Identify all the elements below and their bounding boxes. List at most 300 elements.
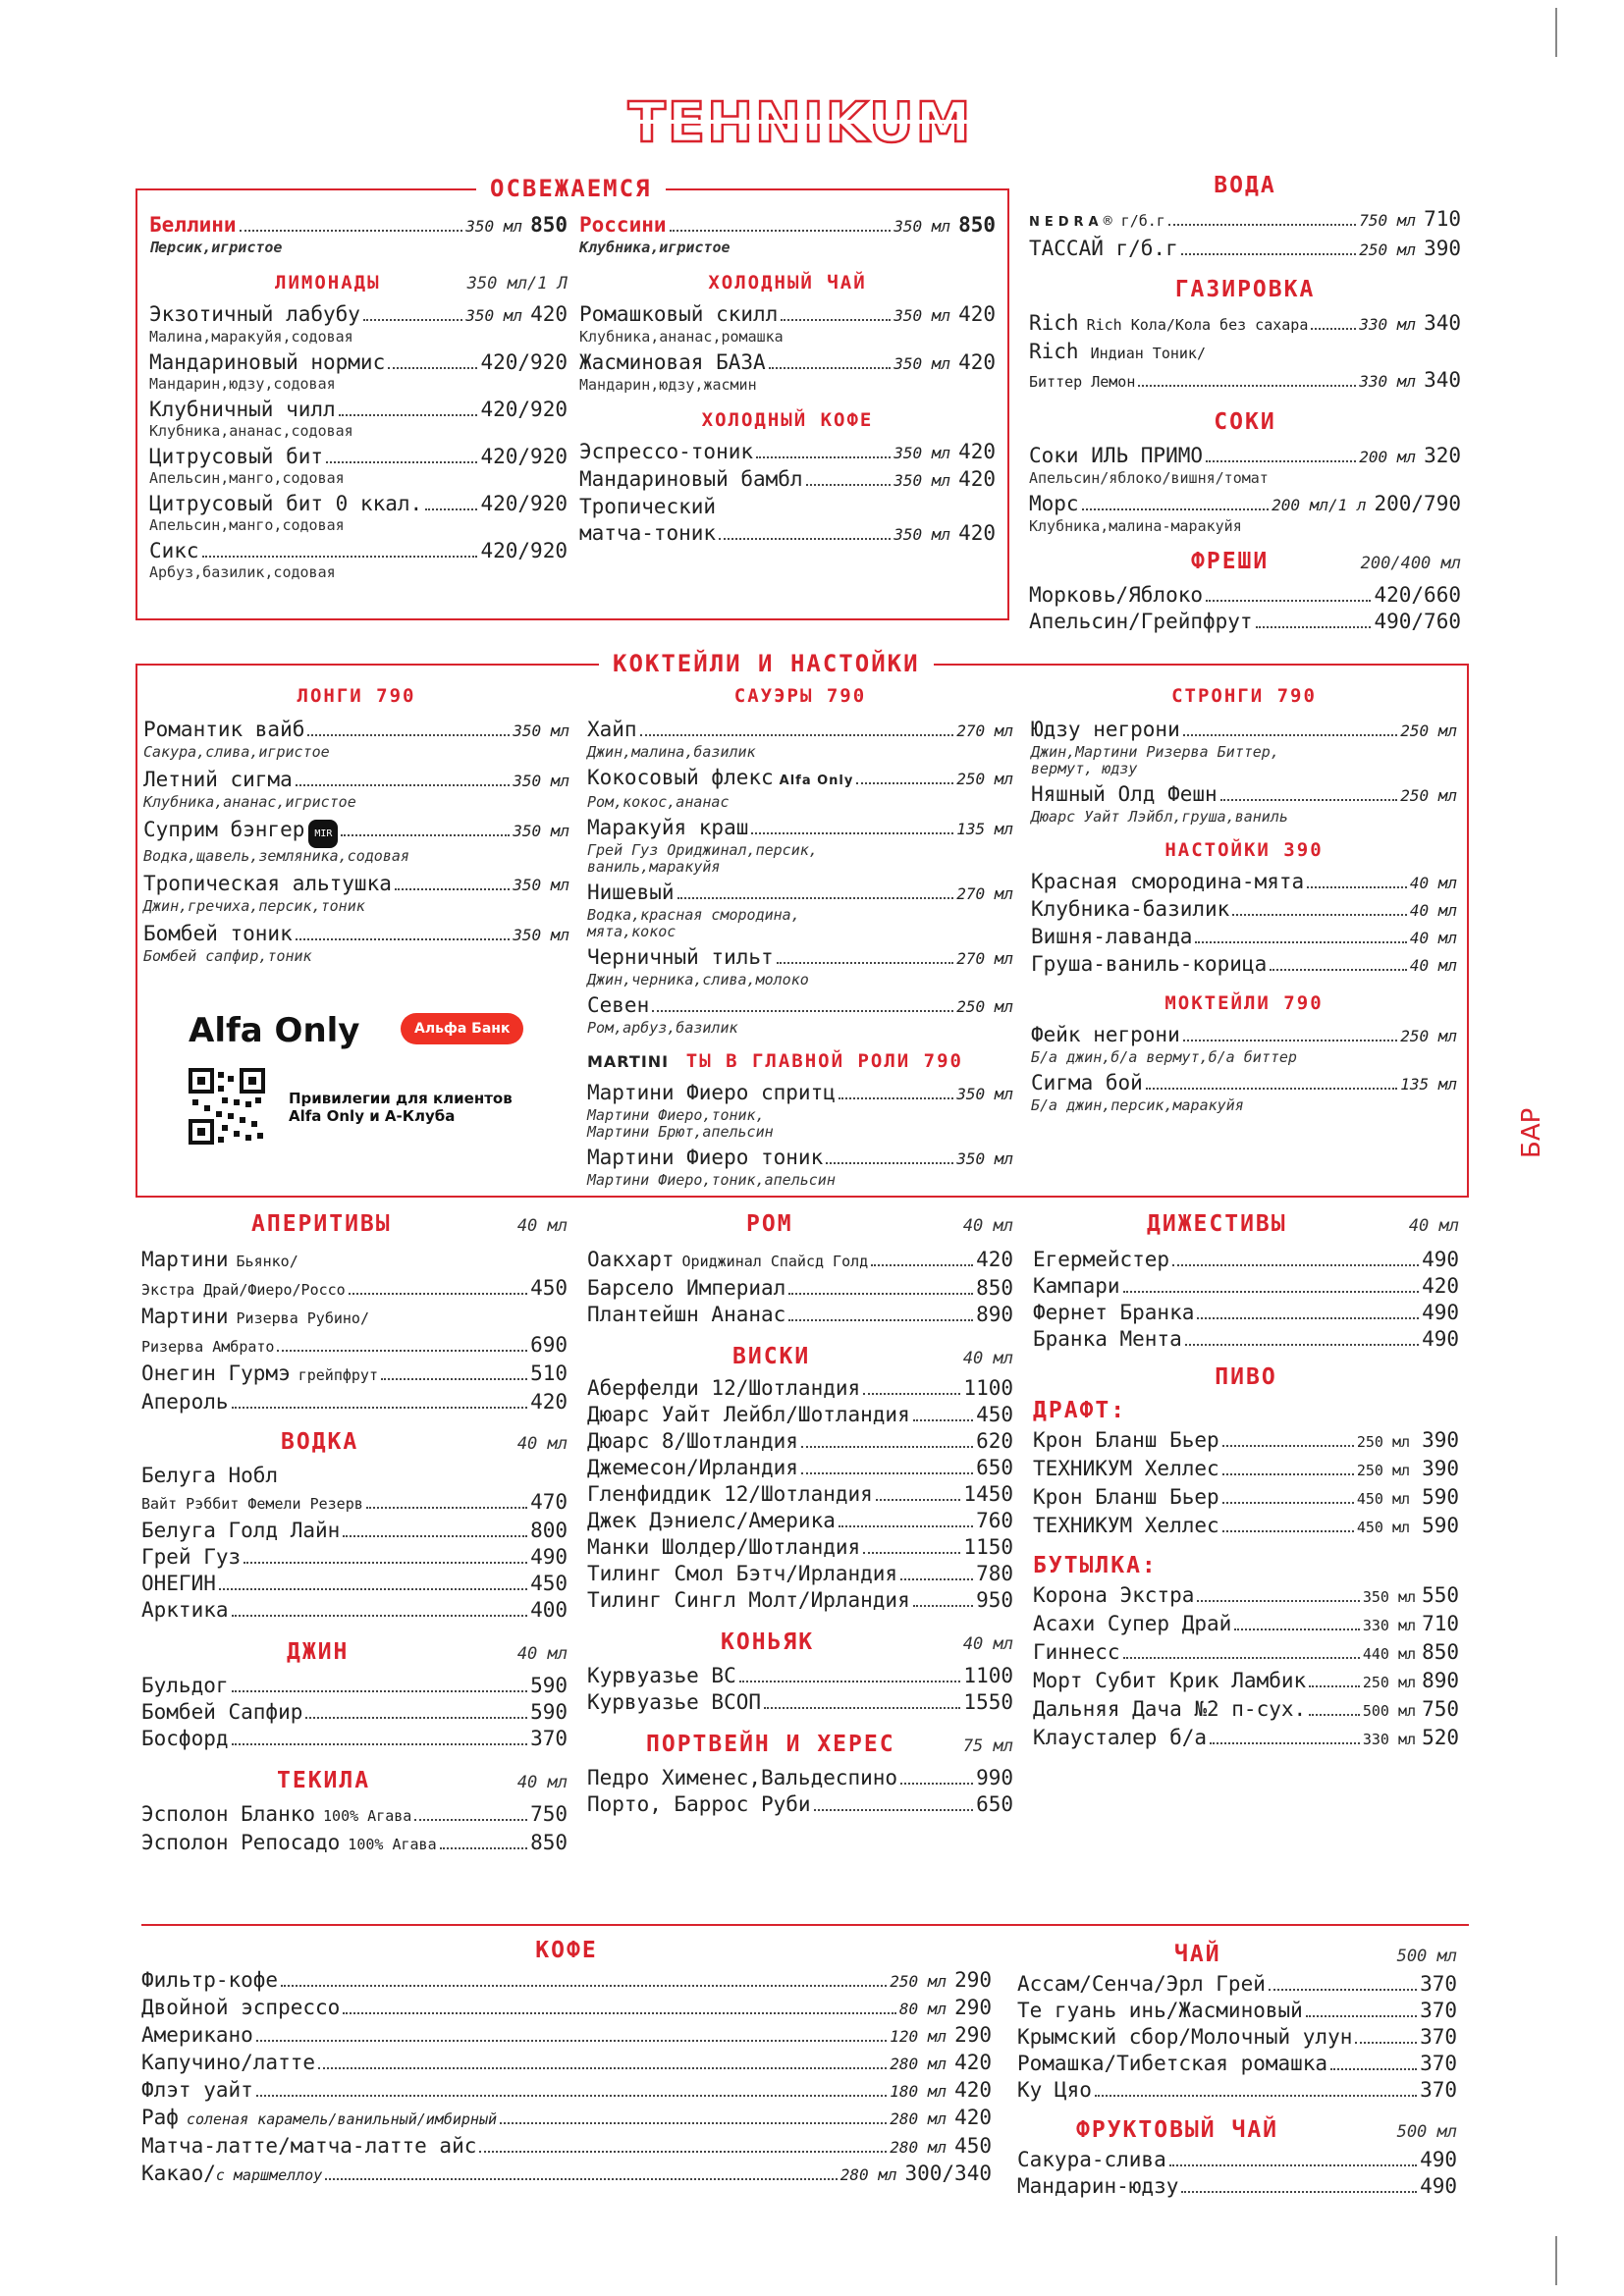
item-price: 400 — [530, 1598, 568, 1622]
juice-row — [1029, 491, 1461, 518]
tequila-row — [141, 1801, 568, 1830]
item-price: 420 — [958, 521, 996, 545]
longs-row — [143, 817, 569, 848]
item-name: Хайп — [587, 718, 637, 741]
item-name: Мартини — [141, 1248, 229, 1271]
item-price: 590 — [530, 1700, 568, 1724]
item-price: 650 — [976, 1456, 1013, 1479]
item-price: 420 — [530, 302, 568, 326]
port-row — [587, 1765, 1013, 1791]
item-desc: Арбуз,базилик,содовая — [149, 563, 336, 581]
svg-text:TEHNIKUM: TEHNIKUM — [627, 91, 973, 153]
item-desc: Водка,щавель,земляника,содовая — [143, 847, 409, 865]
item-price: 390 — [1422, 1428, 1459, 1452]
item-name: Асахи Супер Драй — [1033, 1612, 1232, 1635]
alfa-only-badge: Alfa Only — [779, 774, 854, 788]
tehnikum-logo — [609, 90, 992, 153]
item-price: 850 — [976, 1276, 1013, 1300]
item-price: 420/920 — [480, 539, 568, 562]
lemonades-header — [149, 272, 568, 294]
tea-volume: 500 мл — [1396, 1947, 1457, 1966]
item-price: 420 — [954, 2106, 992, 2129]
soda-row — [1029, 367, 1461, 396]
item-price: 420 — [530, 1390, 568, 1414]
item-name: Экзотичный лабубу — [149, 302, 360, 326]
item-volume: 180 мл — [890, 2082, 947, 2101]
item-note: грейпфрут — [298, 1366, 378, 1384]
lemonade-row — [149, 397, 568, 423]
item-note: 100% Агава — [323, 1807, 412, 1825]
side-label-bar: БАР — [1517, 1107, 1546, 1158]
item-volume: 200 мл/1 л — [1272, 496, 1367, 514]
item-volume: 250 мл — [956, 770, 1013, 788]
item-volume: 350 мл — [513, 721, 569, 740]
rum-row — [587, 1302, 1013, 1328]
item-volume: 250 мл — [1362, 1674, 1417, 1691]
sours-row — [587, 880, 1013, 907]
item-name: Кампари — [1033, 1274, 1120, 1298]
lemonades-volume: 350 мл/1 Л — [466, 274, 568, 294]
mocktail-row — [1031, 1070, 1457, 1097]
aperitif-row — [141, 1332, 568, 1361]
item-name: Мандариновый бамбл — [579, 467, 803, 491]
item-volume: 330 мл — [1362, 1731, 1417, 1748]
item-price: 300/340 — [904, 2162, 992, 2185]
tincture-row — [1031, 869, 1457, 896]
fruit-tea-row — [1017, 2147, 1457, 2173]
soda-row — [1029, 339, 1461, 367]
item-name: Нишевый — [587, 881, 675, 904]
whisky-title: ВИСКИ — [732, 1344, 811, 1369]
port-title: ПОРТВЕЙН И ХЕРЕС — [646, 1732, 895, 1757]
item-volume: 750 мл — [1359, 211, 1417, 230]
whisky-row — [587, 1508, 1013, 1534]
item-name: Фейк негрони — [1031, 1023, 1180, 1046]
item-price: 290 — [954, 1968, 992, 1992]
item-name: Мандариновый нормис — [149, 350, 386, 374]
alfa-promo — [189, 1003, 542, 1160]
digestif-row — [1033, 1273, 1459, 1300]
cognac-row — [587, 1689, 1013, 1716]
aperitifs-header — [141, 1211, 568, 1237]
coffee-row — [141, 2022, 992, 2050]
item-name: Бульдог — [141, 1674, 229, 1697]
item-volume: 135 мл — [1400, 1075, 1457, 1094]
item-name: Американо — [141, 2023, 253, 2047]
edge-mark-bottom — [1555, 2236, 1557, 2285]
whisky-volume: 40 мл — [962, 1349, 1013, 1368]
item-price: 520 — [1422, 1726, 1459, 1749]
tea-row — [1017, 1998, 1457, 2024]
tea-header — [1017, 1942, 1457, 1967]
item-name: Педро Хименес,Вальдеспино — [587, 1766, 898, 1789]
item-name-line2: Экстра Драй/Фиеро/Россо — [141, 1281, 346, 1299]
item-price: 420 — [976, 1248, 1013, 1271]
spirits-middle-col — [587, 1211, 1013, 1818]
item-price: 450 — [954, 2134, 992, 2158]
vodka-row — [141, 1571, 568, 1597]
item-volume: 280 мл — [890, 2055, 947, 2073]
item-name: Бранка Мента — [1033, 1327, 1182, 1351]
item-name: Черничный тильт — [587, 945, 774, 969]
bottle-row — [1033, 1696, 1459, 1725]
item-name: Крон Бланш Бьер — [1033, 1428, 1219, 1452]
item-desc: Сакура,слива,игристое — [143, 743, 330, 761]
cognac-header — [587, 1629, 1013, 1655]
item-desc: Малина,маракуйя,содовая — [149, 328, 353, 346]
item-desc: Джин,Мартини Ризерва Биттер, — [1031, 743, 1279, 761]
item-volume: 250 мл — [1400, 1027, 1457, 1045]
tinctures-title: НАСТОЙКИ 390 — [1164, 839, 1324, 861]
water-row — [1029, 236, 1461, 263]
cognac-title: КОНЬЯК — [721, 1629, 815, 1655]
item-price: 950 — [976, 1588, 1013, 1612]
item-price: 390 — [1424, 237, 1461, 260]
item-name: Грей Гуз — [141, 1545, 242, 1569]
item-volume: 350 мл — [513, 772, 569, 790]
item-name: Юдзу негрони — [1031, 718, 1180, 741]
item-name: Те гуань инь/Жасминовый — [1017, 1999, 1303, 2022]
item-price: 780 — [976, 1562, 1013, 1585]
item-price: 420/920 — [480, 350, 568, 374]
item-name: Плантейшн Ананас — [587, 1303, 786, 1326]
vodka-row — [141, 1489, 568, 1518]
aperitif-row — [141, 1275, 568, 1304]
cognac-volume: 40 мл — [962, 1634, 1013, 1654]
item-volume: 350 мл — [893, 471, 951, 490]
item-name: Апельсин/Грейпфрут — [1029, 610, 1253, 633]
item-desc: мята,кокос — [587, 923, 677, 940]
item-name: Гленфиддик 12/Шотландия — [587, 1482, 873, 1506]
fresh-volume: 200/400 мл — [1360, 554, 1461, 573]
item-price: 420/920 — [480, 445, 568, 468]
item-volume: 330 мл — [1359, 372, 1417, 391]
strongs-row — [1031, 781, 1457, 809]
mocktail-row — [1031, 1022, 1457, 1049]
tea-col — [1017, 1942, 1457, 2200]
item-volume: 350 мл — [513, 876, 569, 894]
item-price: 420 — [1422, 1274, 1459, 1298]
item-price: 490/760 — [1374, 610, 1461, 633]
item-name: ТЕХНИКУМ Хеллес — [1033, 1514, 1219, 1537]
whisky-row — [587, 1481, 1013, 1508]
bellini-volume: 350 мл — [465, 217, 523, 236]
cold-coffee-row — [579, 494, 996, 520]
item-desc: Апельсин,манго,содовая — [149, 516, 345, 534]
draft-row — [1033, 1427, 1459, 1456]
tea-title: ЧАЙ — [1174, 1942, 1221, 1967]
item-price: 1100 — [963, 1376, 1013, 1400]
item-name: Дальняя Дача №2 п-сух. — [1033, 1697, 1307, 1721]
tea-row — [1017, 2051, 1457, 2077]
item-name: Морс — [1029, 492, 1079, 515]
gin-row — [141, 1699, 568, 1726]
item-desc: Водка,красная смородина, — [587, 906, 800, 924]
item-price: 450 — [530, 1572, 568, 1595]
fruit-tea-title: ФРУКТОВЫЙ ЧАЙ — [1076, 2117, 1279, 2143]
digestifs-title: ДИЖЕСТИВЫ — [1147, 1211, 1287, 1237]
item-name: Няшный Олд Фешн — [1031, 782, 1218, 806]
item-name: ТАССАЙ г/б.г — [1029, 237, 1178, 260]
item-name: Дюарс Уайт Лейбл/Шотландия — [587, 1403, 910, 1426]
item-price: 590 — [1422, 1485, 1459, 1509]
fruit-tea-header — [1017, 2117, 1457, 2143]
item-price: 1100 — [963, 1664, 1013, 1687]
bellini-desc: Персик,игристое — [149, 239, 283, 256]
item-name: Жасминовая БАЗА — [579, 350, 766, 374]
vodka-row — [141, 1518, 568, 1544]
martini-header — [587, 1050, 1013, 1072]
item-volume: 450 мл — [1356, 1490, 1411, 1508]
cold-coffee-row — [579, 520, 996, 548]
item-price: 550 — [1422, 1583, 1459, 1607]
cold-tea-header — [579, 272, 996, 294]
aperitif-row — [141, 1389, 568, 1415]
item-price: 420/920 — [480, 398, 568, 421]
item-note: соленая карамель/ванильный/имбирный — [186, 2110, 498, 2128]
item-name: Бомбей Сапфир — [141, 1700, 303, 1724]
item-price: 420 — [954, 2078, 992, 2102]
item-name: Мартини — [141, 1305, 229, 1328]
item-name: Тилинг Сингл Молт/Ирландия — [587, 1588, 910, 1612]
item-price: 590 — [1422, 1514, 1459, 1537]
item-desc: Мартини Фиеро,тоник,апельсин — [587, 1171, 836, 1189]
item-price: 490 — [1420, 2174, 1457, 2198]
bellini-name: Беллини — [149, 213, 237, 237]
item-price: 340 — [1424, 368, 1461, 392]
item-volume: 250 мл — [890, 1972, 947, 1991]
strongs-row — [1031, 717, 1457, 744]
item-name: Клаусталер б/а — [1033, 1726, 1208, 1749]
item-desc: Джин,черника,слива,молоко — [587, 971, 809, 988]
martini-row — [587, 1145, 1013, 1172]
vodka-row — [141, 1544, 568, 1571]
item-name: Курвуазье ВС — [587, 1664, 736, 1687]
digestifs-volume: 40 мл — [1408, 1216, 1459, 1236]
whisky-row — [587, 1402, 1013, 1428]
item-name: Суприм бэнгер — [143, 818, 305, 841]
item-price: 420 — [954, 2051, 992, 2074]
draft-row — [1033, 1513, 1459, 1541]
item-name: Мартини Фиеро спритц — [587, 1081, 836, 1104]
whisky-row — [587, 1455, 1013, 1481]
item-name: Матча-латте/матча-латте айс — [141, 2134, 477, 2158]
bottle-row — [1033, 1668, 1459, 1696]
item-desc: Клубника,ананас,игристое — [143, 793, 356, 811]
item-name: Босфорд — [141, 1727, 229, 1750]
item-price: 200/790 — [1374, 492, 1461, 515]
port-header — [587, 1732, 1013, 1757]
item-desc: Дюарс Уайт Лэйбл,груша,ваниль — [1031, 808, 1288, 826]
item-price: 760 — [976, 1509, 1013, 1532]
bottle-title: БУТЫЛКА: — [1033, 1553, 1158, 1578]
item-volume: 350 мл — [956, 1085, 1013, 1103]
item-volume: 40 мл — [1409, 956, 1457, 975]
item-price: 1150 — [963, 1535, 1013, 1559]
rossini-volume: 350 мл — [893, 217, 951, 236]
item-name: Сакура-слива — [1017, 2148, 1166, 2171]
item-volume: 330 мл — [1359, 315, 1417, 334]
soda-title: ГАЗИРОВКА — [1174, 277, 1316, 302]
coffee-row — [141, 1967, 992, 1995]
item-name: Джемесон/Ирландия — [587, 1456, 798, 1479]
gin-header — [141, 1639, 568, 1665]
item-price: 490 — [1420, 2148, 1457, 2171]
juices-title: СОКИ — [1214, 409, 1276, 435]
item-name: Арктика — [141, 1598, 229, 1622]
item-name: Раф — [141, 2106, 179, 2129]
item-desc: Джин,гречиха,персик,тоник — [143, 897, 365, 915]
item-name: Сигма бой — [1031, 1071, 1143, 1095]
whisky-row — [587, 1375, 1013, 1402]
item-price: 370 — [1420, 2025, 1457, 2049]
item-name: Крон Бланш Бьер — [1033, 1485, 1219, 1509]
cold-tea-title: ХОЛОДНЫЙ ЧАЙ — [708, 272, 867, 294]
item-name-line2: матча-тоник — [579, 521, 717, 545]
item-price: 750 — [1422, 1697, 1459, 1721]
item-price: 690 — [530, 1333, 568, 1357]
item-desc: ваниль,маракуйя — [587, 858, 721, 876]
martini-row — [587, 1080, 1013, 1107]
item-price: 420 — [958, 302, 996, 326]
item-name: Соки ИЛЬ ПРИМО — [1029, 444, 1204, 467]
fruit-tea-row — [1017, 2173, 1457, 2200]
item-price: 650 — [976, 1792, 1013, 1816]
item-name: Севен — [587, 993, 650, 1017]
item-price: 850 — [530, 1831, 568, 1854]
aperitifs-title: АПЕРИТИВЫ — [251, 1211, 392, 1237]
fresh-header — [1029, 549, 1461, 574]
item-volume: 350 мл — [893, 306, 951, 325]
item-name: Эсполон Репосадо — [141, 1831, 341, 1854]
item-price: 490 — [1422, 1301, 1459, 1324]
item-note: Индиан Тоник/ — [1090, 345, 1206, 362]
item-name: Джек Дэниелс/Америка — [587, 1509, 836, 1532]
item-name: Белуга Голд Лайн — [141, 1519, 341, 1542]
lemonade-row — [149, 538, 568, 564]
item-name: Цитрусовый бит — [149, 445, 324, 468]
item-volume: 350 мл — [465, 306, 523, 325]
digestif-row — [1033, 1326, 1459, 1353]
item-desc: Мартини Фиеро,тоник, — [587, 1106, 765, 1124]
refresh-title: ОСВЕЖАЕМСЯ — [476, 175, 666, 202]
item-name: Маракуйя краш — [587, 816, 749, 839]
cocktails-title: КОКТЕЙЛИ И НАСТОЙКИ — [599, 650, 934, 677]
digestif-row — [1033, 1247, 1459, 1273]
sours-row — [587, 992, 1013, 1020]
gin-volume: 40 мл — [516, 1644, 568, 1664]
rossini-name: Россини — [579, 213, 667, 237]
mocktails-title: МОКТЕЙЛИ 790 — [1164, 992, 1324, 1014]
item-name: Rich — [1029, 311, 1079, 335]
item-price: 370 — [1420, 2052, 1457, 2075]
vodka-volume: 40 мл — [516, 1434, 568, 1454]
item-volume: 280 мл — [839, 2165, 897, 2184]
item-name: Тропическая альтушка — [143, 872, 392, 895]
item-volume: 350 мл — [1362, 1588, 1417, 1606]
spirits-left-col — [141, 1211, 568, 1858]
item-price: 290 — [954, 2023, 992, 2047]
item-price: 890 — [1422, 1669, 1459, 1692]
item-name: Эсполон Бланко — [141, 1802, 316, 1826]
lemonades-title: ЛИМОНАДЫ — [275, 272, 381, 294]
item-name: Егермейстер — [1033, 1248, 1170, 1271]
item-name-line2: Биттер Лемон — [1029, 373, 1136, 391]
item-price: 370 — [530, 1727, 568, 1750]
port-volume: 75 мл — [962, 1736, 1013, 1756]
tequila-title: ТЕКИЛА — [277, 1768, 371, 1793]
item-desc: вермут, юдзу — [1031, 760, 1138, 777]
item-note: 100% Агава — [348, 1836, 437, 1853]
cold-coffee-row — [579, 466, 996, 494]
fresh-row — [1029, 609, 1461, 635]
cold-tea-row — [579, 349, 996, 377]
gin-title: ДЖИН — [287, 1639, 350, 1665]
qr-code-icon — [189, 1068, 265, 1145]
sours-row — [587, 815, 1013, 842]
item-name: Ромашковый скилл — [579, 302, 779, 326]
aperitif-row — [141, 1304, 568, 1332]
coffee-row — [141, 2050, 992, 2077]
cold-tea-row — [579, 301, 996, 329]
sours-col — [587, 685, 1013, 1189]
item-note: Ориджинал Спайсд Голд — [681, 1253, 869, 1270]
item-volume: 270 мл — [956, 949, 1013, 968]
item-name: Порто, Баррос Руби — [587, 1792, 811, 1816]
tea-row — [1017, 1971, 1457, 1998]
rossini-price: 850 — [958, 213, 996, 237]
item-price: 510 — [530, 1362, 568, 1385]
item-price: 290 — [954, 1996, 992, 2019]
item-name: Летний сигма — [143, 768, 293, 791]
vodka-row — [141, 1597, 568, 1624]
item-price: 710 — [1422, 1612, 1459, 1635]
refresh-left-col — [149, 212, 568, 581]
martini-logo: MARTINI — [587, 1052, 670, 1071]
item-name: Крымский сбор/Молочный улун — [1017, 2025, 1353, 2049]
lemonade-row — [149, 349, 568, 376]
privileges-line1: Привилегии для клиентов — [289, 1090, 513, 1107]
rum-header — [587, 1211, 1013, 1237]
digestif-row — [1033, 1300, 1459, 1326]
sours-row — [587, 717, 1013, 744]
coffee-col — [141, 1938, 992, 2189]
alfa-only-logo: Alfa Only — [189, 1011, 360, 1050]
tequila-row — [141, 1830, 568, 1858]
item-desc: Апельсин/яблоко/вишня/томат — [1029, 469, 1269, 487]
item-desc: Клубника,ананас,содовая — [149, 422, 353, 440]
item-name: Флэт уайт — [141, 2078, 253, 2102]
item-volume: 200 мл — [1359, 448, 1417, 466]
item-name: Гиннесс — [1033, 1640, 1120, 1664]
item-desc: Мартини Брют,апельсин — [587, 1123, 774, 1141]
item-desc: Клубника,малина-маракуйя — [1029, 517, 1242, 535]
item-name: Сикс — [149, 539, 199, 562]
bottle-row — [1033, 1725, 1459, 1753]
coffee-row — [141, 2161, 992, 2189]
item-volume: 350 мл — [513, 926, 569, 944]
item-note: Ризерва Рубино/ — [236, 1309, 369, 1327]
item-name: ТЕХНИКУМ Хеллес — [1033, 1457, 1219, 1480]
sours-title: САУЭРЫ 790 — [733, 685, 867, 707]
aperitif-row — [141, 1361, 568, 1389]
tequila-volume: 40 мл — [516, 1773, 568, 1792]
tea-row — [1017, 2024, 1457, 2051]
item-volume: 280 мл — [890, 2138, 947, 2157]
rum-row — [587, 1247, 1013, 1275]
item-name: Фильтр-кофе — [141, 1968, 279, 1992]
lemonade-row — [149, 301, 568, 329]
